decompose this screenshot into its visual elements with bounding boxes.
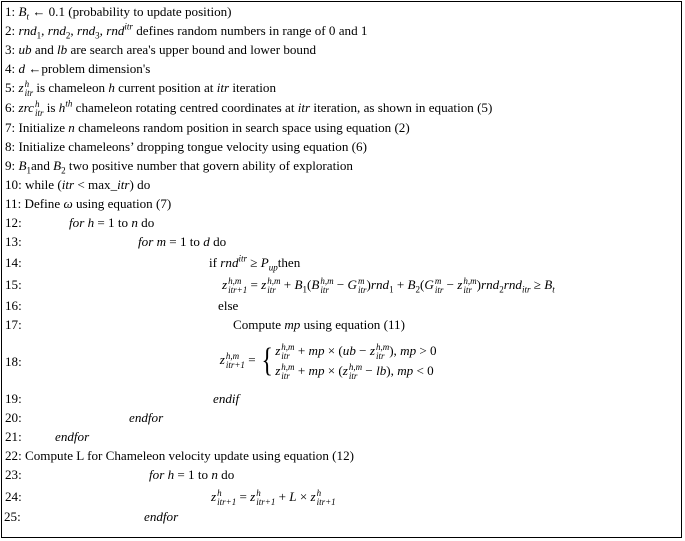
algo-line-25 <box>4 509 178 524</box>
line-number: 1: <box>5 4 16 19</box>
line-number: 14: <box>5 255 22 270</box>
line-number: 15: <box>5 277 22 292</box>
line-number: 20: <box>5 410 22 425</box>
line-number: 5: <box>5 80 16 95</box>
line-content: for m = 1 to d do <box>138 234 227 249</box>
line-content: Initialize n chameleons random position in search space using equation (2) <box>18 120 410 135</box>
line-content: zrc h itr is $h^{th}$ chameleon rotating centred coordinates at itr iteration, as shown in equation (5) <box>18 98 493 118</box>
line-number: 16: <box>5 298 22 313</box>
line-number: 25: <box>4 509 21 524</box>
line-content: z h,m itr+1 = z h,m itr + $B_1(B$ h,m itr − G m itr )$rnd_1 + B_2(G$ m itr − z h,m itr )$rnd_2rnd_{itr} \ge B_t$ <box>222 276 555 295</box>
line-content: endfor <box>144 509 179 524</box>
line-number: 19: <box>5 391 22 406</box>
line-content: $B_1and$ $B_2$ two positive number that govern ability of exploration <box>18 158 353 176</box>
line-content: rnd$_1$, rnd$_2$, rnd$_3$, rnd$^{itr}$ defines random numbers in range of 0 and 1 <box>18 21 368 41</box>
line-content: if $rnd^{itr} \ge P_{up}then$ <box>209 253 301 273</box>
line-number: 7: <box>5 120 16 135</box>
line-content: $B_t$ ← 0.1 (probability to update position) <box>18 4 232 22</box>
line-number: 11: <box>5 196 22 211</box>
line-content: endfor <box>129 410 164 425</box>
line-number: 8: <box>5 139 16 154</box>
line-content: endfor <box>55 429 90 444</box>
line-number: 17: <box>5 317 22 332</box>
line-number: 4: <box>5 61 16 76</box>
line-content: Compute L for Chameleon velocity update using equation (12) <box>25 448 354 463</box>
line-content: for h = 1 to n do <box>149 467 235 482</box>
line-content: Compute mp using equation (11) <box>233 317 405 332</box>
line-number: 21: <box>5 429 22 444</box>
line-number: 18: <box>5 353 22 369</box>
line-content: Initialize chameleons’ dropping tongue velocity using equation (6) <box>18 139 367 154</box>
line-number: 2: <box>5 23 16 38</box>
line-number: 3: <box>5 42 16 57</box>
line-number: 10: <box>5 177 22 192</box>
line-content: z h,m itr+1 = { z h,m itr + mp × (ub − z h,m itr ), mp > 0 z h,m itr + mp × (z h,m itr − lb), mp < 0 <box>219 342 437 381</box>
line-number: 9: <box>5 158 16 173</box>
line-content: ub and lb are search area's upper bound and lower bound <box>18 42 317 57</box>
line-content: for h = 1 to n do <box>69 215 155 230</box>
line-content: z h itr is chameleon h current position at itr iteration <box>18 79 277 98</box>
line-number: 22: <box>5 448 22 463</box>
line-content: while (itr < max_itr) do <box>25 177 151 192</box>
line-number: 12: <box>5 215 22 230</box>
line-content: else <box>218 298 239 313</box>
line-content: d ←problem dimension's <box>18 61 151 76</box>
line-number: 23: <box>5 467 22 482</box>
line-content: Define ω using equation (7) <box>24 196 172 211</box>
line-content: z h itr+1 = z h itr+1 + L × z h itr+1 <box>211 488 336 507</box>
line-content: endif <box>213 391 240 406</box>
line-number: 13: <box>5 234 22 249</box>
algo-tail <box>4 0 682 538</box>
line-number: 6: <box>5 100 16 115</box>
line-number: 24: <box>5 489 22 504</box>
